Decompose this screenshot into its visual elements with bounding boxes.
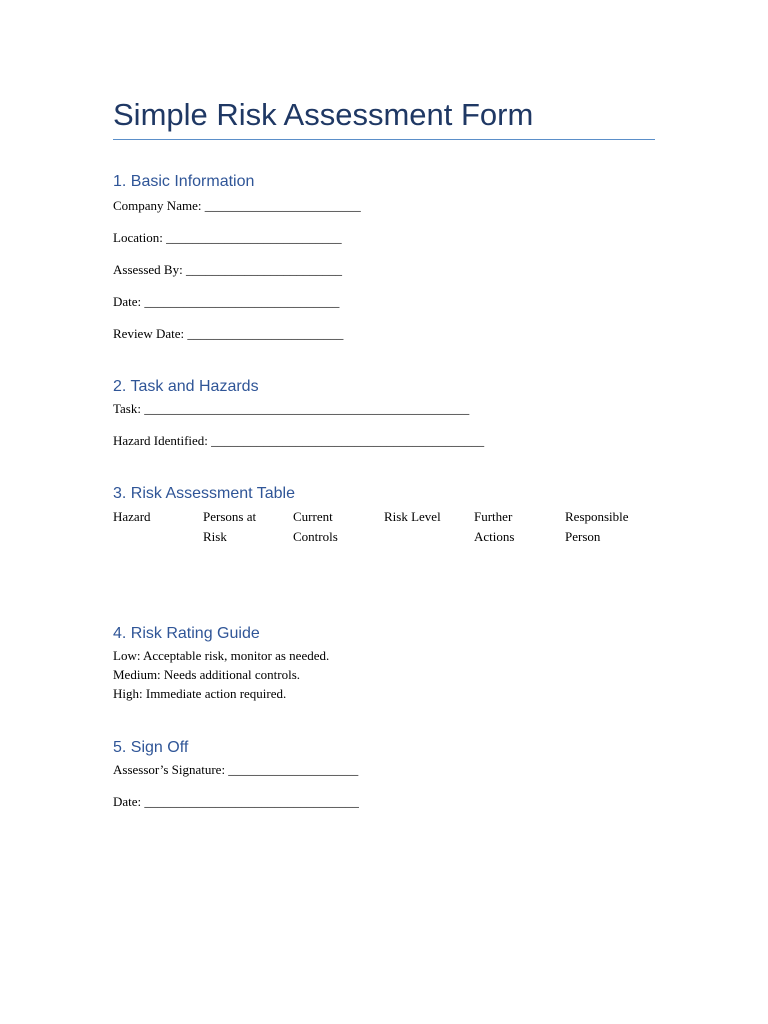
column-further-actions: Further Actions <box>474 509 515 544</box>
page-title: Simple Risk Assessment Form <box>113 97 534 132</box>
heading-sign-off: 5. Sign Off <box>113 739 189 756</box>
column-responsible-person: Responsible Person <box>565 509 629 544</box>
field-location: Location: ___________________________ <box>113 230 342 245</box>
title-divider <box>113 139 655 140</box>
field-assessed-by: Assessed By: ________________________ <box>113 262 342 277</box>
field-date: Date: ______________________________ <box>113 294 340 309</box>
column-persons-at-risk: Persons at Risk <box>203 509 257 544</box>
guide-medium: Medium: Needs additional controls. <box>113 667 301 682</box>
column-hazard: Hazard <box>113 509 151 524</box>
field-hazard-identified: Hazard Identified: __________________________________________ <box>113 433 485 448</box>
field-review-date: Review Date: ________________________ <box>113 326 344 341</box>
risk-table-header <box>113 507 655 547</box>
guide-low: Low: Acceptable risk, monitor as needed. <box>113 648 330 663</box>
field-signoff-date: Date: _________________________________ <box>113 794 359 809</box>
field-company-name: Company Name: ________________________ <box>113 198 361 213</box>
column-risk-level: Risk Level <box>384 509 441 524</box>
heading-task-and-hazards: 2. Task and Hazards <box>113 378 259 395</box>
heading-risk-assessment-table: 3. Risk Assessment Table <box>113 485 296 502</box>
heading-basic-information: 1. Basic Information <box>113 173 255 190</box>
heading-risk-rating-guide: 4. Risk Rating Guide <box>113 625 260 642</box>
field-assessor-signature: Assessor’s Signature: ____________________ <box>113 762 359 777</box>
guide-high: High: Immediate action required. <box>113 686 287 701</box>
field-task: Task: __________________________________________________ <box>113 401 470 416</box>
column-current-controls: Current Controls <box>293 509 338 544</box>
